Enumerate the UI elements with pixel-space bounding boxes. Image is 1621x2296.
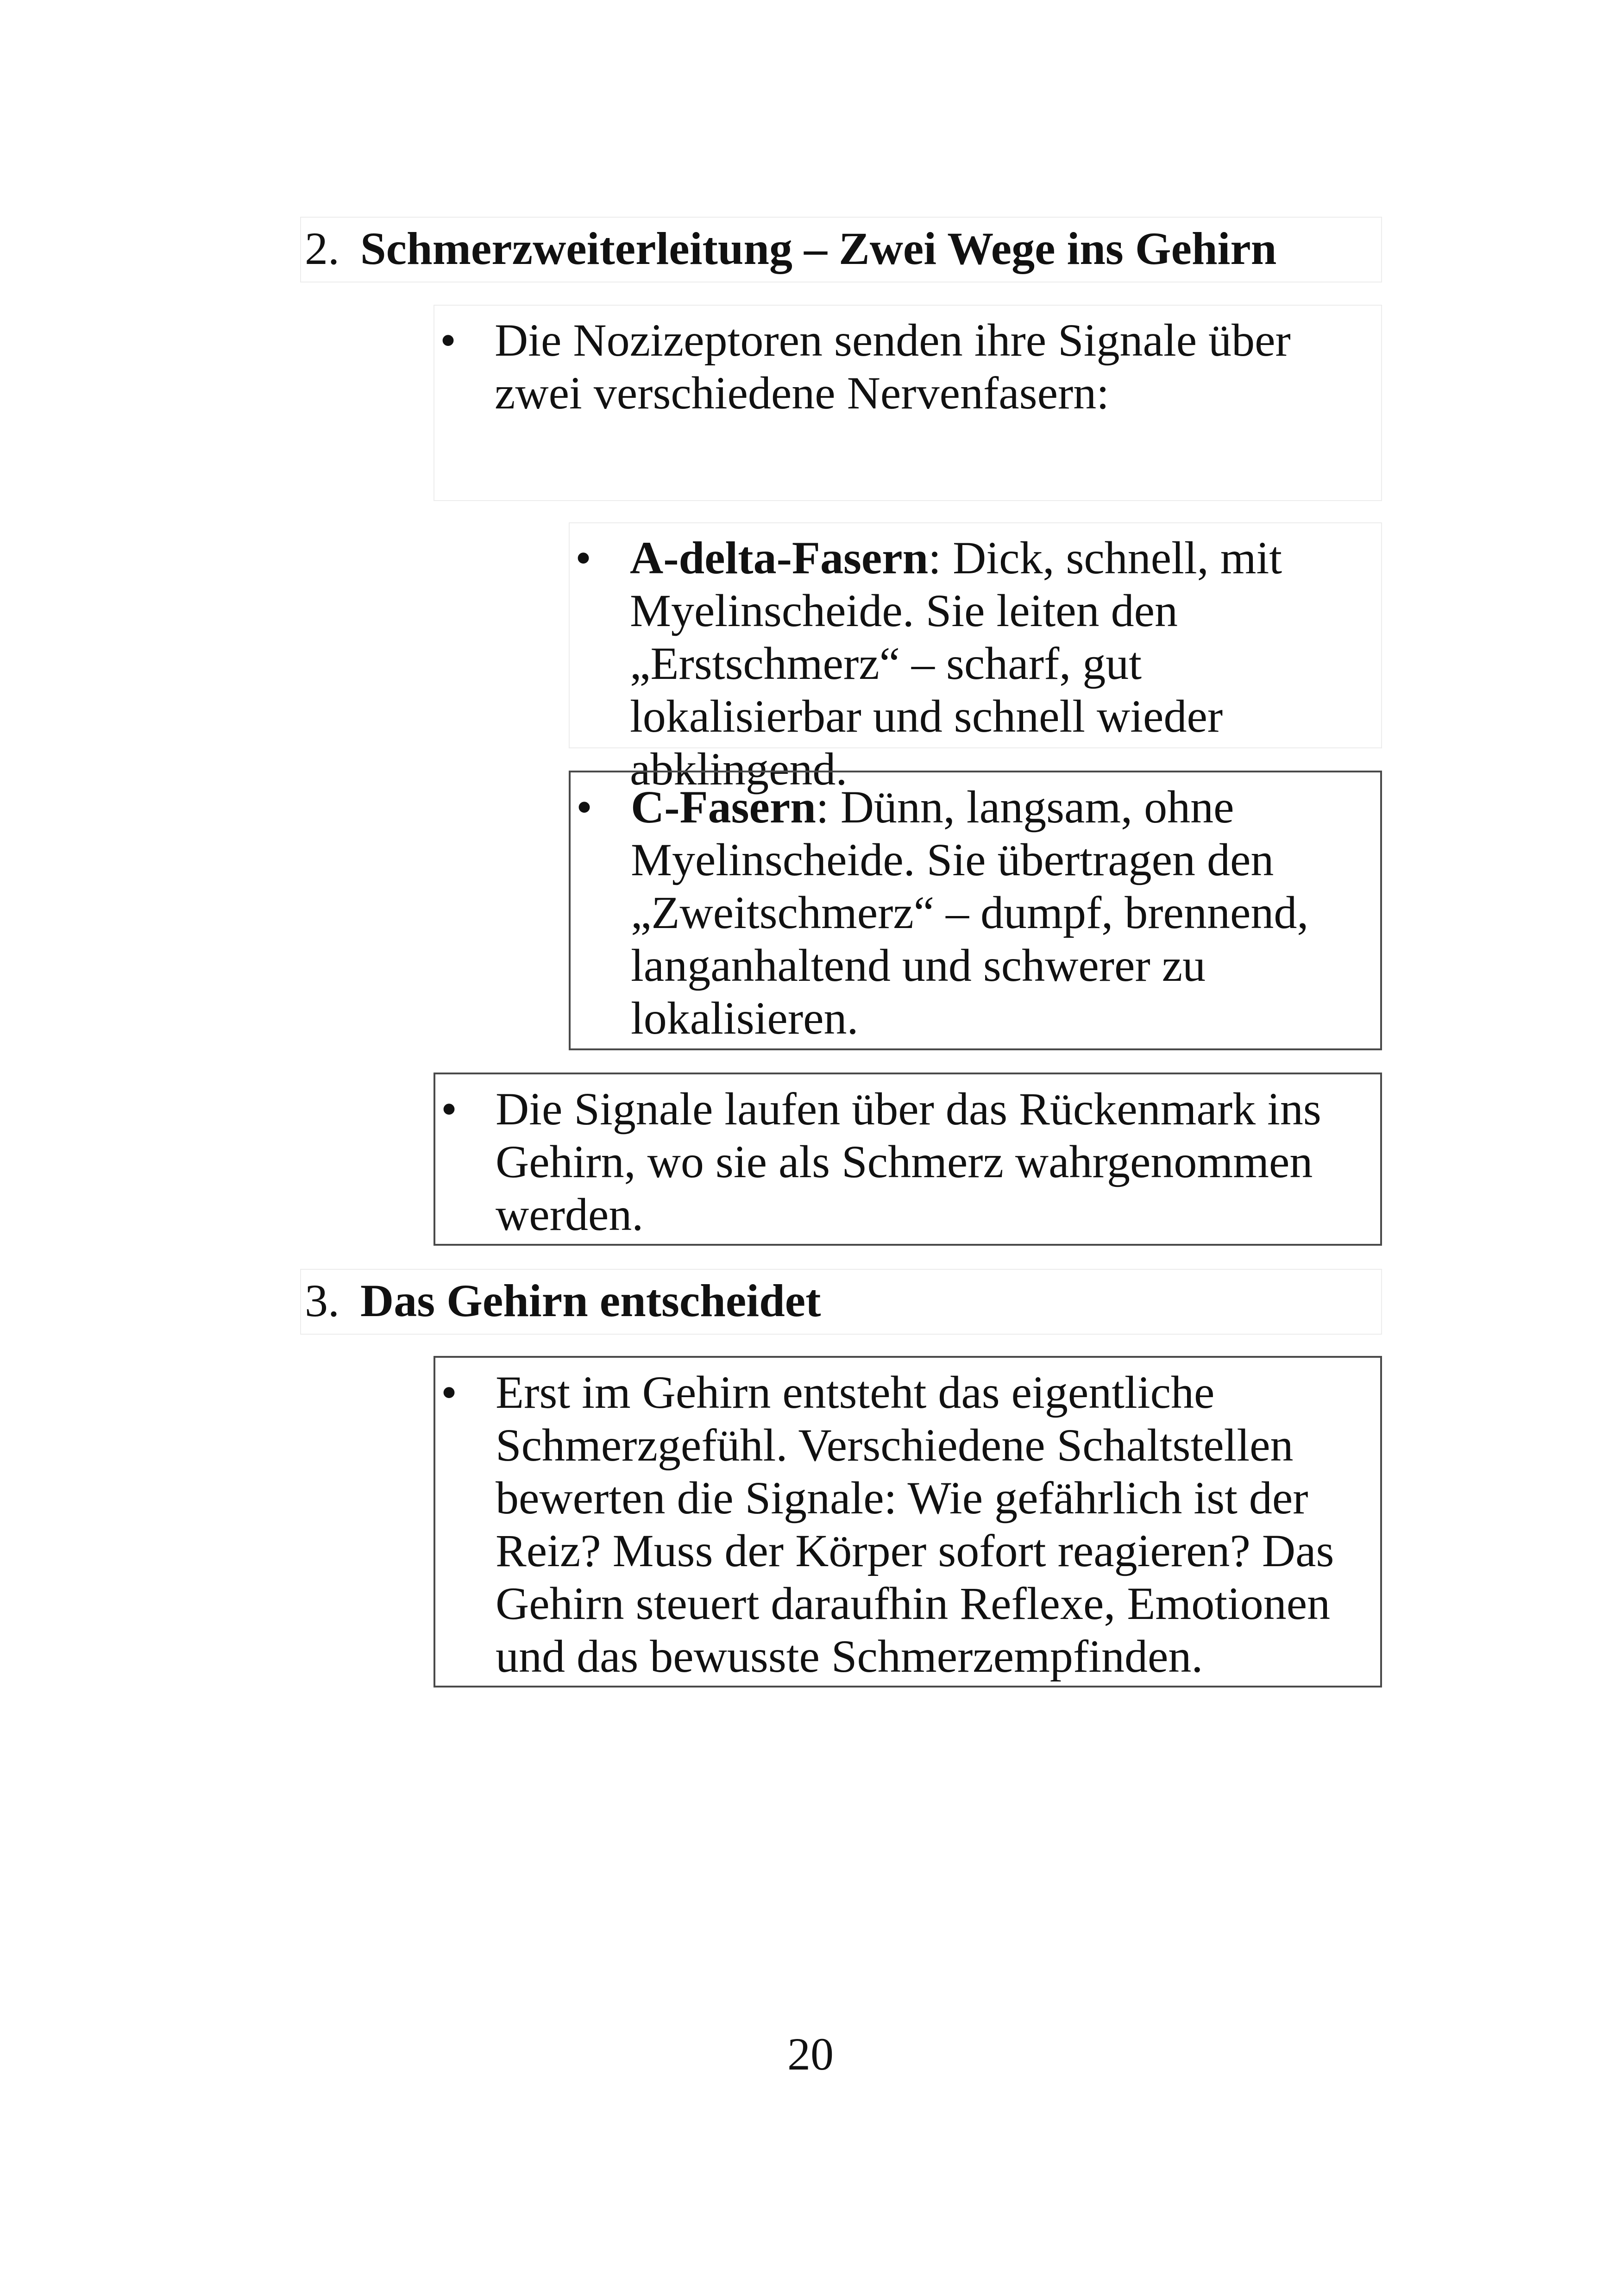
adelta-term: A-delta-Fasern bbox=[630, 532, 929, 583]
section-3-number: 3. bbox=[305, 1275, 339, 1326]
bullet-icon: • bbox=[441, 1367, 458, 1418]
bullet-icon: • bbox=[575, 532, 592, 583]
bullet-icon: • bbox=[576, 781, 593, 833]
intro-bullet bbox=[434, 305, 1382, 501]
section-2-number: 2. bbox=[305, 223, 339, 274]
section-3-heading bbox=[300, 1269, 1382, 1335]
cfasern-bullet bbox=[569, 771, 1382, 1050]
cfasern-text bbox=[631, 781, 1376, 1048]
page-number: 20 bbox=[787, 2028, 834, 2080]
signals-text: Die Signale laufen über das Rückenmark ins Gehirn, wo sie als Schmerz wahrgenommen werden. bbox=[496, 1083, 1321, 1240]
section-2-heading bbox=[300, 217, 1382, 282]
section-3-title: Das Gehirn entscheidet bbox=[360, 1275, 821, 1326]
bullet-icon: • bbox=[441, 1083, 458, 1135]
intro-text: Die Nozizeptoren senden ihre Signale über zwei verschiedene Nervenfasern: bbox=[495, 314, 1291, 419]
adelta-text bbox=[630, 532, 1376, 795]
section-2-title: Schmerzweiterleitung – Zwei Wege ins Gehirn bbox=[360, 223, 1277, 274]
cfasern-description: : Dünn, langsam, ohne Myelinscheide. Sie übertragen den „Zweitschmerz“ – dumpf, brennend, langanhaltend und schwerer zu lokalisieren. bbox=[631, 781, 1309, 1044]
adelta-bullet bbox=[569, 522, 1382, 795]
signals-bullet bbox=[434, 1073, 1382, 1246]
adelta-description: : Dick, schnell, mit Myelinscheide. Sie leiten den „Erstschmerz“ – scharf, gut lokalisierbar und schnell wieder abklingend. bbox=[630, 532, 1282, 795]
bullet-icon: • bbox=[440, 314, 457, 366]
brain-text: Erst im Gehirn entsteht das eigentliche Schmerzgefühl. Verschiedene Schaltstellen bewerten die Signale: Wie gefährlich ist der Reiz? Muss der Körper sofort reagieren? Das Gehirn steuert daraufhin Reflexe, Emotionen und das bewusste Schmerzempfinden. bbox=[496, 1367, 1334, 1682]
brain-bullet bbox=[434, 1356, 1382, 1687]
cfasern-term: C-Fasern bbox=[631, 781, 816, 833]
